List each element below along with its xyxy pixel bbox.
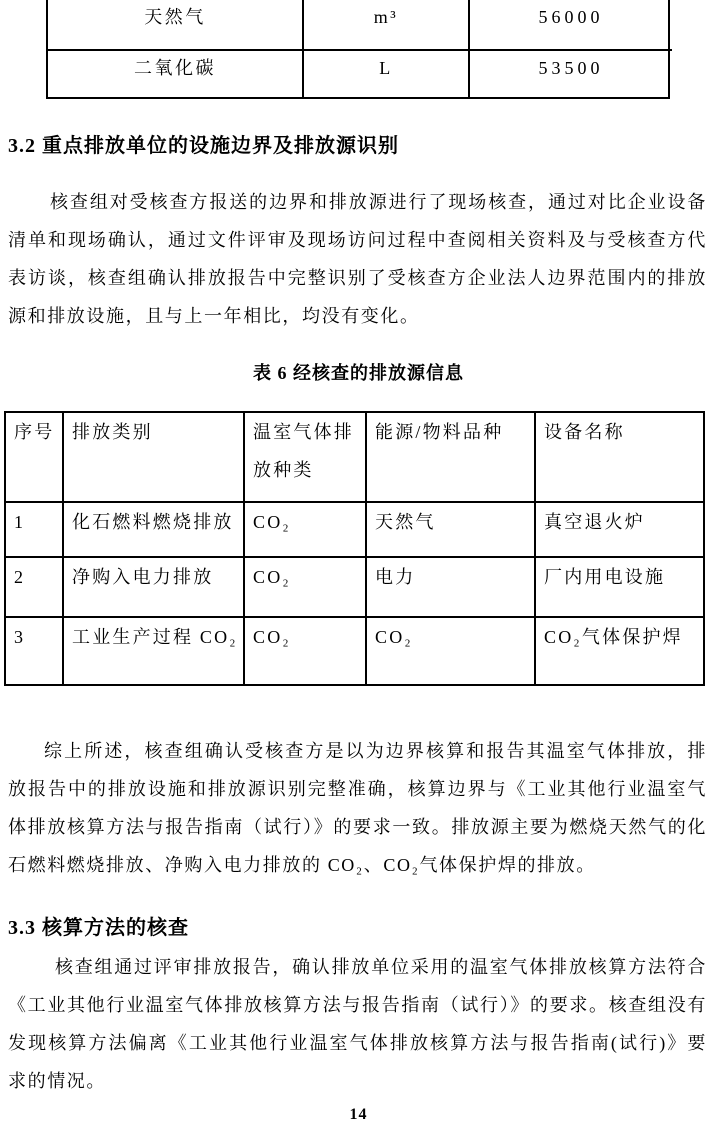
table6-cell-gas: CO₂ [245, 618, 367, 684]
table6-cell-equipment: CO₂气体保护焊 [544, 627, 683, 647]
section-3-2-heading: 3.2 重点排放单位的设施边界及排放源识别 [8, 135, 399, 157]
cont-row2-material: 二氧化碳 [48, 51, 304, 99]
table6-row: 2 [6, 558, 64, 618]
table6-header-energy-material: 能源/物料品种 [367, 413, 536, 503]
table6-cell-category: 化石燃料燃烧排放 [64, 503, 245, 558]
table6-cell-energy: CO₂ [367, 618, 536, 684]
table6-cell-energy: 电力 [367, 558, 536, 618]
table6-header-gas-type: 温室气体排放种类 [245, 413, 367, 503]
section-3-3-heading: 3.3 核算方法的核查 [8, 917, 189, 939]
section-3-2-paragraph: 核查组对受核查方报送的边界和排放源进行了现场核查，通过对比企业设备清单和现场确认，通过文件评审及现场访问过程中查阅相关资料及与受核查方代表访谈，核查组确认排放报告中完整识别了受核查方企业法人边界范围内的排放源和排放设施，且与上一年相比，均没有变化。 [8, 192, 707, 326]
cont-row2-unit: L [304, 51, 470, 99]
table6-row: 3 [6, 618, 64, 684]
page-number: 14 [349, 1106, 368, 1123]
cont-row2-value: 53500 [538, 58, 604, 78]
table6-cell-category: 工业生产过程 CO₂ [64, 618, 245, 684]
table6-row: 1 [6, 503, 64, 558]
summary-paragraph: 综上所述，核查组确认受核查方是以为边界核算和报告其温室气体排放，排放报告中的排放设施和排放源识别完整准确，核算边界与《工业其他行业温室气体排放核算方法与报告指南（试行）》的要求一致。排放源主要为燃烧天然气的化石燃料燃烧排放、净购入电力排放的 CO₂、CO₂气体保护焊的排放。 [8, 741, 707, 875]
cont-row1-value: 56000 [470, 0, 672, 51]
table6-cell-energy: 天然气 [367, 503, 536, 558]
table6-cell-gas: CO₂ [245, 503, 367, 558]
table6-caption: 表 6 经核查的排放源信息 [253, 363, 464, 383]
table6-cell-equipment: 真空退火炉 [536, 503, 703, 558]
cont-row1-material: 天然气 [48, 0, 304, 51]
table6 [4, 411, 705, 686]
table6-header-equipment: 设备名称 [536, 413, 703, 503]
table6-cell-category: 净购入电力排放 [64, 558, 245, 618]
table6-header-index: 序号 [6, 413, 64, 503]
cont-row1-unit: m³ [304, 0, 470, 51]
section-3-3-paragraph: 核查组通过评审排放报告，确认排放单位采用的温室气体排放核算方法符合《工业其他行业温室气体排放核算方法与报告指南（试行）》的要求。核查组没有发现核算方法偏离《工业其他行业温室气体排放核算方法与报告指南(试行)》要求的情况。 [8, 957, 707, 1091]
continuation-table [46, 0, 670, 99]
table6-header-category: 排放类别 [64, 413, 245, 503]
table6-cell-gas: CO₂ [245, 558, 367, 618]
table6-cell-equipment: 厂内用电设施 [536, 558, 703, 618]
